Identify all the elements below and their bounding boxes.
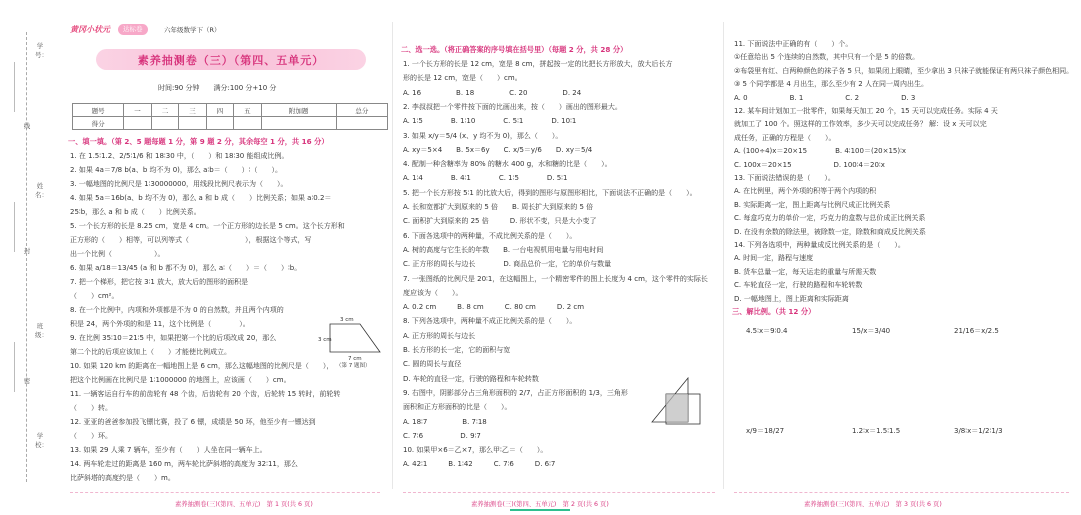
page-title: 素养抽测卷（三）（第四、五单元） (137, 54, 325, 67)
cell[interactable] (179, 117, 206, 130)
cell: 四 (206, 104, 233, 117)
question-line: 形的长是 12 cm，宽是（ ）cm。 (403, 74, 522, 83)
question-line: 10. 如果 120 km 的距离在一幅地图上是 6 cm，那么这幅地图的比例尺是（ ）， (70, 362, 334, 370)
equation: 3/8∶x＝1/2∶1/3 (954, 427, 1003, 435)
blank-line (14, 202, 15, 252)
question-line: 5. 把一个长方形按 5∶1 的比放大后，得到的图形与原图形相比，下面说法不正确的是（ ）。 (403, 188, 697, 197)
page-footer: 素养抽测卷(三)(第四、五单元) 第 2 页(共 6 页) (471, 501, 609, 508)
question-line: A. 1∶4 B. 4∶1 C. 1∶5 D. 5∶1 (403, 174, 568, 183)
question-line: 13. 下面说法错误的是（ ）。 (734, 174, 835, 182)
question-line: 25∶b，那么 a 和 b 成（ ）比例关系。 (70, 208, 201, 216)
cell: 五 (234, 104, 261, 117)
blank-line (14, 62, 15, 112)
question-line: 就加工了 100 个。照这样的工作效率，多少天可以完成任务？ 解：设 x 天可以完 (734, 120, 987, 129)
question-line: D. 在没有余数的除法里，被除数一定，除数和商成反比例关系 (734, 227, 926, 236)
binding-margin (0, 22, 54, 489)
question-line: A. 0 B. 1 C. 2 D. 3 (734, 93, 916, 102)
question-line: （ ）cm²。 (70, 292, 119, 300)
figure-bottom-label: 7 cm (348, 356, 362, 362)
brand-logo: 黄冈小状元 (70, 25, 110, 34)
question-line: （ ）环。 (70, 432, 112, 440)
question-line: C. 圆的周长与直径 (403, 360, 462, 369)
question-line: 11. 一辆客运自行车的前齿轮有 48 个齿，后齿轮有 20 个齿，后轮转 15 转时，前轮转 (70, 390, 341, 398)
question-line: D. 一幅地图上，图上距离和实际距离 (734, 294, 849, 303)
cell: 一 (124, 104, 151, 117)
question-line: 5. 一个长方形的长是 8.25 cm，宽是 4 cm。一个正方形的边长是 5 cm。这个长方形和 (70, 222, 345, 230)
label-line: 线 (23, 122, 31, 130)
question-line: 14. 下列各选项中，两种量成反比例关系的是（ ）。 (734, 241, 905, 249)
cell: 三 (179, 104, 206, 117)
question-line: 7. 一张图纸的比例尺是 20∶1，在这幅图上，一个精密零件的图上长度为 4 cm，这个零件的实际长 (403, 274, 708, 283)
figure-left-label: 3 cm (318, 337, 332, 343)
score-table-row (73, 104, 388, 117)
equation: 1.2∶x＝1.5∶1.5 (852, 427, 901, 435)
question-line: A. 42∶1 B. 1∶42 C. 7∶6 D. 6∶7 (403, 460, 556, 469)
question-line: 12. 亚亚的爸爸参加投飞镖比赛，投了 6 镖，成绩是 50 环，他至少有一镖达到 (70, 418, 316, 426)
question-line: 9. 右图中，阴影部分占三角形面积的 2/7，占正方形面积的 1/3，三角形 (403, 388, 628, 397)
cut-line (26, 32, 27, 482)
question-line: 13. 如果 29 人乘 7 辆车，至少有（ ）人坐在同一辆车上。 (70, 446, 267, 454)
figure-top-label: 3 cm (340, 317, 354, 323)
question-line: 7. 把一个梯形，把它按 3∶1 放大，放大后的图形的面积是 (70, 278, 249, 286)
equation: x/9＝18/27 (746, 427, 785, 435)
question-line: 10. 如果甲×6＝乙×7，那么甲∶乙＝（ ）。 (403, 446, 548, 455)
label-student-number: 学号： (35, 42, 48, 59)
question-line: 比萨斜塔的高度约是（ ）m。 (70, 474, 175, 482)
cell[interactable] (336, 117, 387, 130)
question-line: A. 正方形的周长与边长 (403, 331, 476, 340)
section-fill-title: 一、填一填。（第 2、5 题每题 1 分，第 9 题 2 分，其余每空 1 分，共 16 分） (68, 137, 329, 146)
question-line: 8. 下列各选项中，两种量不成正比例关系的是（ ）。 (403, 317, 577, 326)
question-line: C. 正方形的周长与边长 D. 商品总价一定，它的单价与数量 (403, 260, 612, 269)
question-line: 9. 在比例 35∶10＝21∶5 中，如果把第一个比的后项改成 20，那么 (70, 334, 277, 342)
blank-line (14, 342, 15, 392)
question-line: 出一个比例（ ）。 (70, 250, 165, 258)
footer-divider (403, 492, 715, 493)
label-name: 姓名： (35, 182, 48, 199)
question-line: B. 长方形的长一定，它的面积与宽 (403, 346, 511, 354)
cell: 附加题 (261, 104, 336, 117)
page-footer: 素养抽测卷(三)(第四、五单元) 第 3 页(共 6 页) (804, 501, 942, 508)
cell[interactable] (261, 117, 336, 130)
question-line: A. 18∶7 B. 7∶18 (403, 417, 487, 426)
question-line: C. 7∶6 D. 9∶7 (403, 431, 481, 440)
question-line: 11. 下面说法中正确的有（ ）个。 (734, 40, 853, 48)
question-line: 3. 一幅地图的比例尺是 1∶30000000，用线段比例尺表示为（ ）。 (70, 180, 288, 188)
question-line: 第二个比的后项应该加上（ ）才能使比例成立。 (70, 348, 231, 356)
question-line: 12. 某车间计划加工一批零件，如果每天加工 20 个，15 天可以完成任务。实际 4 天 (734, 107, 998, 115)
question-line: C. 面积扩大到原来的 25 倍 D. 形状不变，只是大小变了 (403, 217, 597, 226)
title-banner (96, 49, 366, 70)
question-line: A. 1∶5 B. 1∶10 C. 5∶1 D. 10∶1 (403, 117, 577, 126)
cell[interactable] (124, 117, 151, 130)
question-line: D. 车轮的直径一定，行驶的路程和车轮转数 (403, 374, 539, 383)
question-line: A. 树的高度与它生长的年数 B. 一台电视机用电量与用电时间 (403, 245, 604, 254)
footer-divider (70, 492, 380, 493)
score-table (72, 103, 388, 130)
question-line: 1. 一个长方形的长是 12 cm，宽是 8 cm，拼起按一定的比把长方形放大，放大后长方 (403, 60, 673, 68)
question-line: 度应该为（ ）。 (403, 288, 463, 297)
section-proportion-title: 三、解比例。（共 12 分） (732, 307, 816, 316)
question-line: 8. 在一个比例中，内项和外项都是不为 0 的自然数，并且两个内项的 (70, 306, 284, 314)
question-line: ②布袋里有红、白两种颜色的袜子各 5 只，如果闭上眼睛，至少拿出 3 只袜子就能保证有两只袜子颜色相同。 (734, 66, 1074, 75)
question-line: （ ）转。 (70, 404, 112, 412)
question-line: 正方形的（ ）相等，可以列等式（ ），根据这个等式，写 (70, 236, 312, 244)
series-chip: 达标卷 (118, 24, 148, 35)
section-choice-title: 二、选一选。（将正确答案的序号填在括号里）（每题 2 分，共 28 分） (401, 45, 628, 54)
label-seal: 封 (23, 247, 31, 255)
page-1 (0, 22, 392, 508)
question-line: ③ 5 个同学都是 4 月出生，那么至少有 2 人在同一周内出生。 (734, 80, 928, 89)
label-secret: 密 (23, 377, 31, 385)
question-line: 3. 如果 x/y＝5/4 (x、y 均不为 0)，那么（ ）。 (403, 131, 563, 140)
question-line: A. 在比例里，两个外项的积等于两个内项的积 (734, 187, 877, 196)
question-line: B. 实际距离一定，图上距离与比例尺成正比例关系 (734, 200, 891, 209)
scroll-indicator[interactable] (510, 509, 570, 511)
equation: 15/x＝3/40 (852, 327, 891, 335)
page-3 (723, 22, 1081, 508)
triangle-square-figure (648, 374, 708, 429)
grade-label: 六年级数学下（R） (164, 26, 221, 34)
cell: 总分 (336, 104, 387, 117)
trapezoid-figure (318, 314, 388, 368)
label-class: 班级： (35, 322, 48, 339)
equation: 4.5∶x＝9∶0.4 (746, 327, 788, 335)
cell[interactable] (206, 117, 233, 130)
question-line: 积是 24，两个外项的和是 11，这个比例是（ ）。 (70, 320, 250, 328)
question-line: C. 100x＝20×15 D. 100∶4＝20∶x (734, 160, 885, 169)
question-line: ①任意给出 5 个连续的自然数，其中只有一个是 5 的倍数。 (734, 53, 920, 62)
question-line: 2. 李叔叔把一个零件按下面的比画出来，按（ ）画出的图形最大。 (403, 102, 622, 111)
footer-divider (734, 492, 1069, 493)
question-line: A. xy＝5×4 B. 5x＝6y C. x/5＝y/6 D. xy＝5/4 (403, 145, 593, 154)
question-line: C. 每盒巧克力的单价一定，巧克力的盒数与总价成正比例关系 (734, 214, 926, 223)
question-line: 14. 两车轮走过的距离是 160 m，两车轮比萨斜塔的高度为 32∶11，那么 (70, 460, 298, 468)
question-line: 成任务，正确的方程是（ ）。 (734, 133, 836, 142)
question-line: B. 货车总量一定，每天运走的重量与所需天数 (734, 267, 877, 276)
page-footer: 素养抽测卷(三)(第四、五单元) 第 1 页(共 6 页) (175, 501, 313, 508)
cell: 题号 (73, 104, 124, 117)
page-2 (392, 22, 724, 508)
question-line: 4. 如果 5a＝16b(a、b 均不为 0)，那么 a 和 b 成（ ）比例关系；如果 a∶0.2＝ (70, 194, 332, 202)
question-line: 把这个比例画在比例尺是 1∶1000000 的地图上，应该画（ ）cm。 (70, 376, 291, 384)
question-line: 4. 配制一种含糖率为 80% 的糖水 400 g，水和糖的比是（ ）。 (403, 160, 612, 169)
question-line: 面积和正方形面积的比是（ ）。 (403, 403, 512, 412)
equation: 21/16＝x/2.5 (954, 327, 999, 335)
question-line: 6. 下面各选项中的两种量，不成比例关系的是（ ）。 (403, 231, 577, 240)
question-line: A. 16 B. 18 C. 20 D. 24 (403, 88, 582, 97)
label-school: 学校： (35, 432, 48, 449)
cell[interactable] (151, 117, 178, 130)
cell: 得分 (73, 117, 124, 130)
question-line: A. 0.2 cm B. 8 cm C. 80 cm D. 2 cm (403, 303, 585, 312)
question-line: 6. 如果 a/18＝13/45 (a 和 b 都不为 0)，那么 a∶（ ）＝（ ）∶b。 (70, 264, 302, 272)
question-line: C. 车轮直径一定，行驶的路程和车轮转数 (734, 281, 863, 290)
score-table-row (73, 117, 388, 130)
question-line: 2. 如果 4a＝7/8 b(a、b 均不为 0)，那么 a∶b＝（ ）∶（ ）。 (70, 166, 283, 174)
figure-caption: （第 7 题图） (336, 363, 371, 369)
question-line: A. (100÷4)x＝20×15 B. 4∶100＝(20×15)∶x (734, 147, 907, 156)
cell[interactable] (234, 117, 261, 130)
question-line: 1. 在 1.5∶1.2、2/5∶1/6 和 18∶30 中，（ ）和 18∶30 能组成比例。 (70, 152, 289, 160)
question-line: A. 长和宽都扩大到原来的 5 倍 B. 周长扩大到原来的 5 倍 (403, 203, 594, 211)
question-line: A. 时间一定，路程与速度 (734, 254, 814, 263)
time-score: 时间:90 分钟 满分:100 分+10 分 (158, 84, 277, 92)
cell: 二 (151, 104, 178, 117)
